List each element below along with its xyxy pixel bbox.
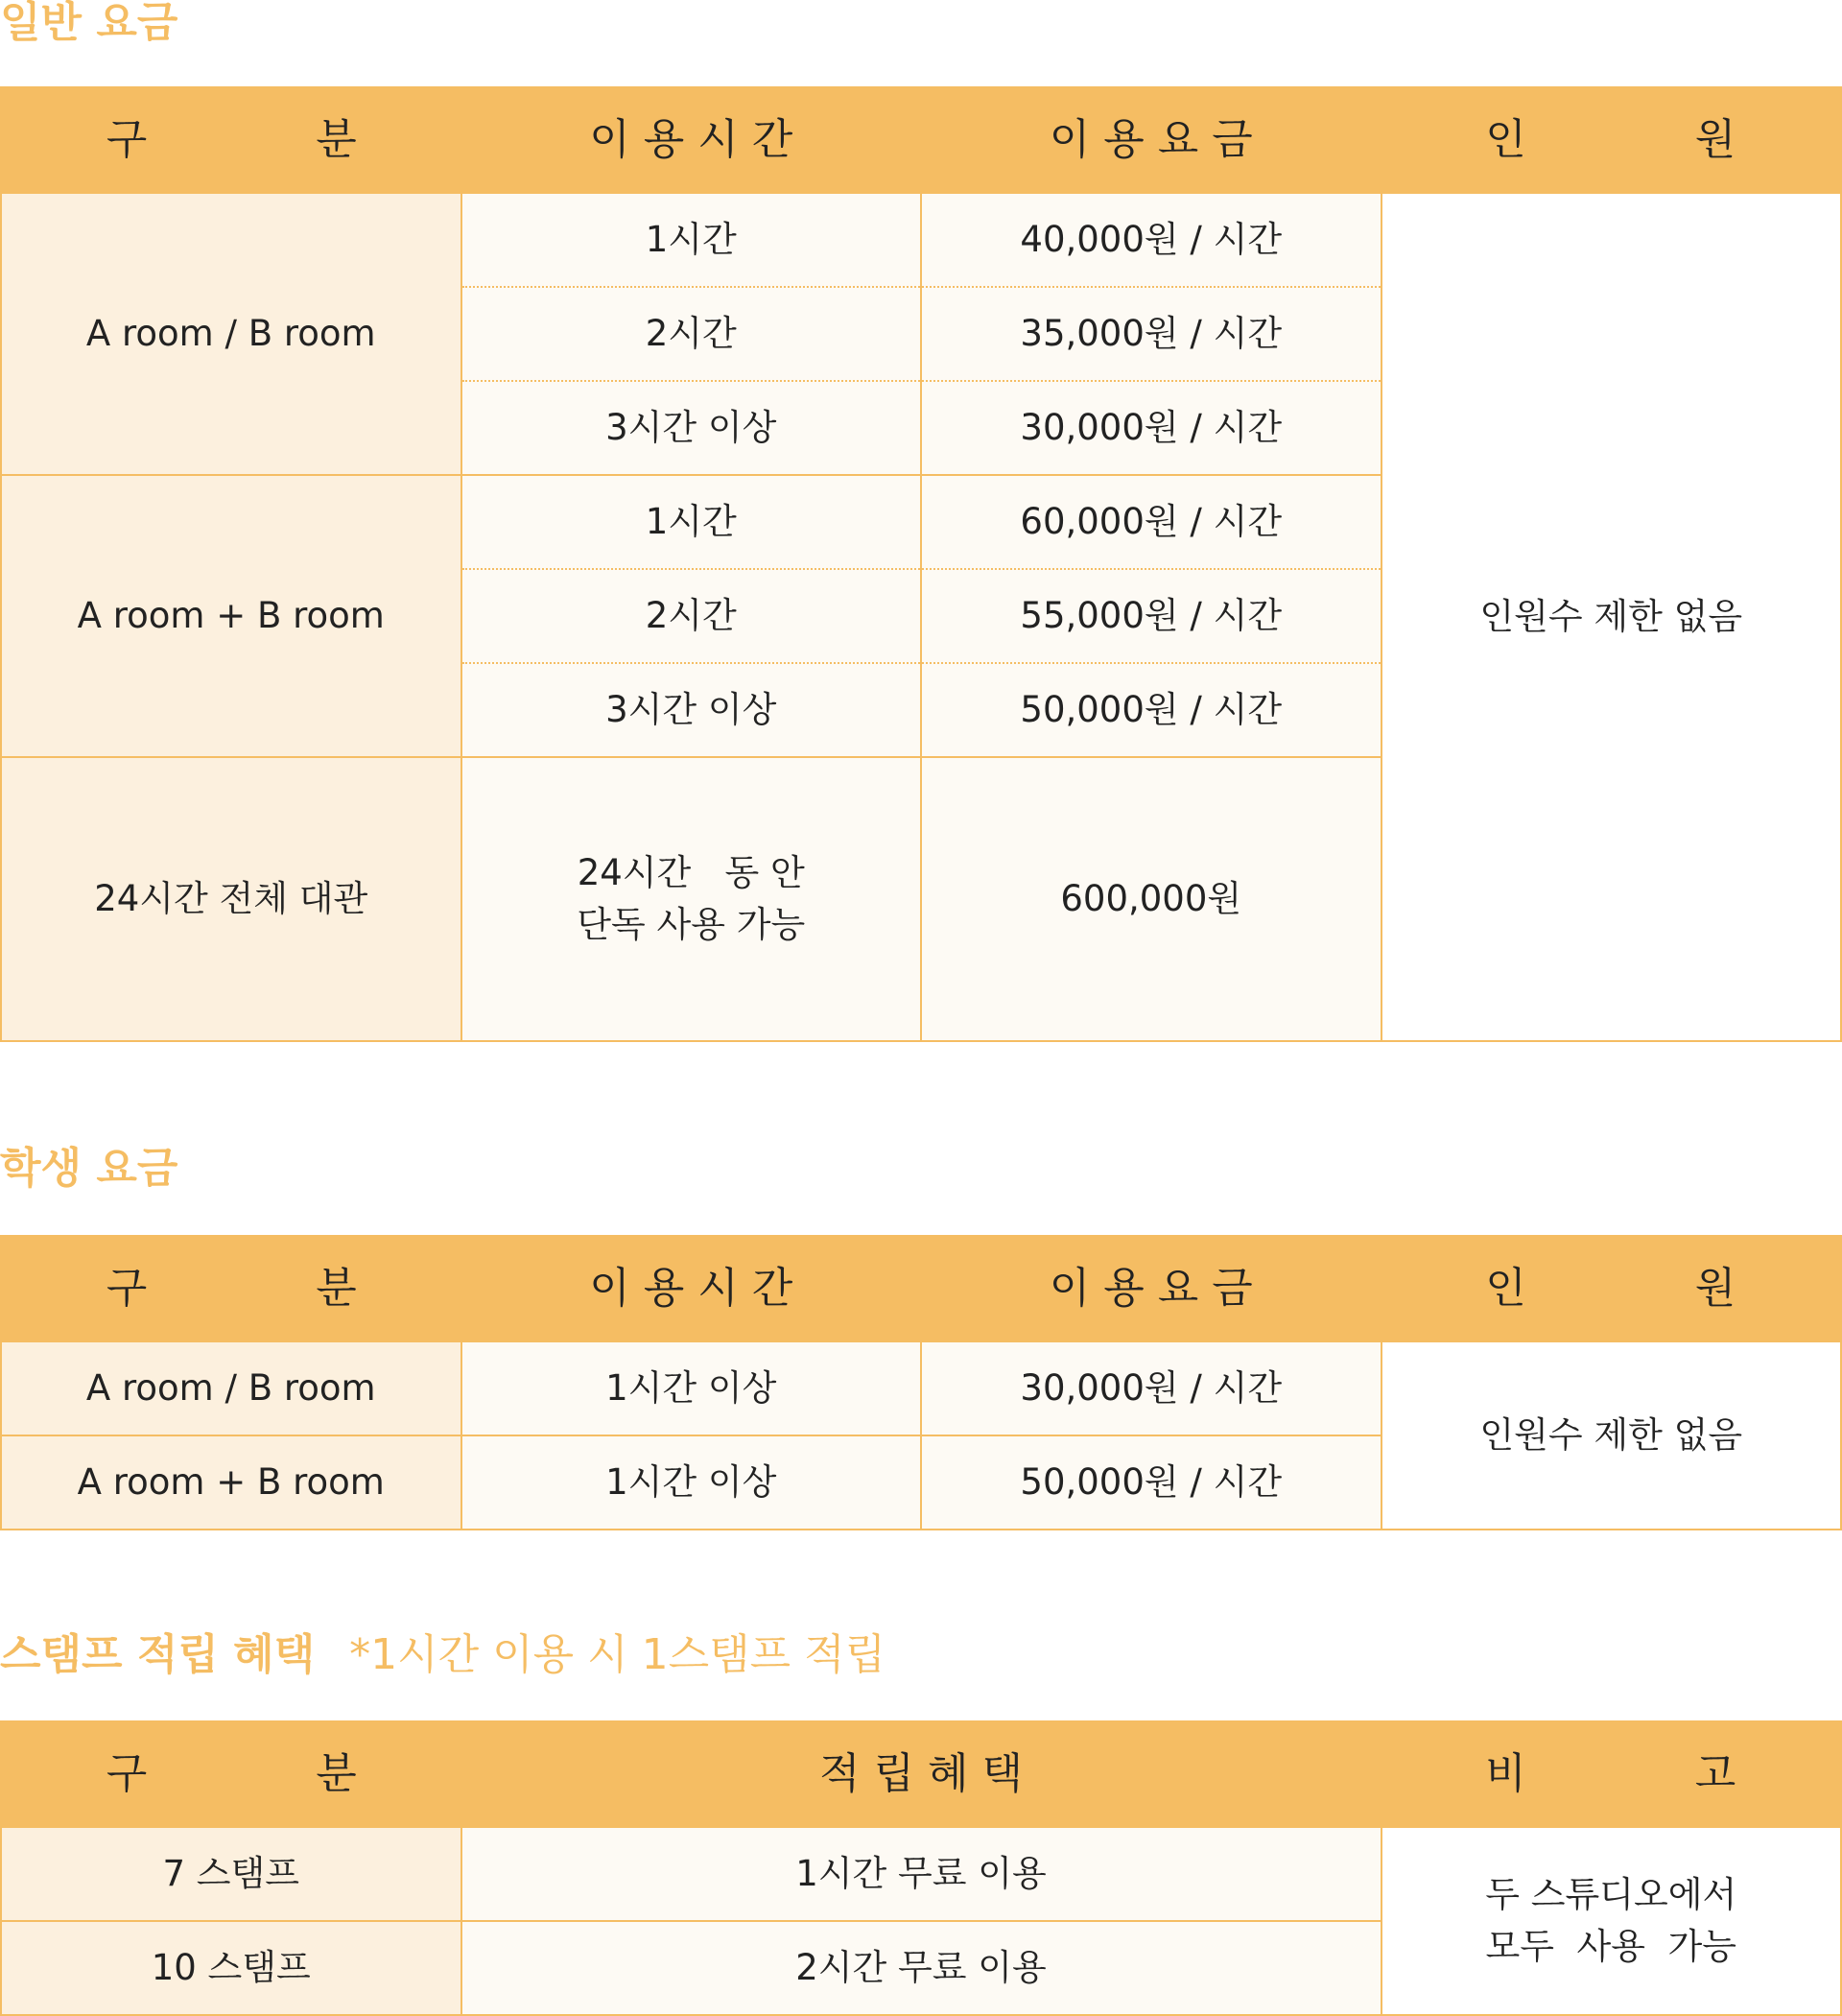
- student-rates-table: [0, 1235, 1842, 1530]
- usage-time: 2시간: [461, 569, 922, 663]
- usage-time: 1시간: [461, 193, 922, 287]
- stamp-remark-line1: 두 스튜디오에서: [1485, 1874, 1737, 1916]
- header-benefit: 적 립 혜 택: [461, 1721, 1382, 1827]
- usage-time-line2: 단독 사용 가능: [577, 904, 806, 945]
- usage-fee: 50,000원 / 시간: [921, 663, 1382, 757]
- usage-fee: 30,000원 / 시간: [921, 1341, 1382, 1435]
- usage-fee: 40,000원 / 시간: [921, 193, 1382, 287]
- header-usage-fee: 이 용 요 금: [921, 1236, 1382, 1341]
- room-category: A room / B room: [1, 1341, 461, 1435]
- student-rates-title: 학생 요금: [0, 1144, 178, 1193]
- usage-time: 2시간: [461, 287, 922, 381]
- stamp-remark-line2: 모두 사용 가능: [1485, 1926, 1736, 1967]
- stamp-table: [0, 1720, 1842, 2016]
- usage-fee: 60,000원 / 시간: [921, 475, 1382, 569]
- header-people: 인 원: [1382, 1236, 1842, 1341]
- header-category: 구 분: [1, 87, 461, 193]
- stamp-remark: [1382, 1827, 1842, 2015]
- table-header-row: [1, 1721, 1841, 1827]
- room-category: 24시간 전체 대관: [1, 757, 461, 1041]
- general-rates-title: 일반 요금: [0, 0, 178, 47]
- usage-fee: 30,000원 / 시간: [921, 381, 1382, 475]
- table-row: [1, 1827, 1841, 1921]
- usage-fee: 55,000원 / 시간: [921, 569, 1382, 663]
- usage-time: 1시간: [461, 475, 922, 569]
- usage-time-line1: 24시간 동 안: [577, 852, 805, 894]
- usage-time: 1시간 이상: [461, 1435, 922, 1530]
- header-people: 인 원: [1382, 87, 1842, 193]
- header-category: 구 분: [1, 1721, 461, 1827]
- stamp-category: 10 스탬프: [1, 1921, 461, 2015]
- usage-fee: 50,000원 / 시간: [921, 1435, 1382, 1530]
- people-note: 인원수 제한 없음: [1382, 1341, 1842, 1530]
- header-usage-fee: 이 용 요 금: [921, 87, 1382, 193]
- table-row: [1, 1341, 1841, 1435]
- people-note: 인원수 제한 없음: [1382, 193, 1842, 1041]
- table-header-row: [1, 1236, 1841, 1341]
- usage-time: 3시간 이상: [461, 663, 922, 757]
- stamp-benefit: 1시간 무료 이용: [461, 1827, 1382, 1921]
- stamp-title-text: 스탬프 적립 혜택: [0, 1630, 316, 1679]
- header-category: 구 분: [1, 1236, 461, 1341]
- room-category: A room + B room: [1, 475, 461, 757]
- stamp-title: [0, 1630, 886, 1679]
- usage-time: 1시간 이상: [461, 1341, 922, 1435]
- room-category: A room / B room: [1, 193, 461, 475]
- table-header-row: [1, 87, 1841, 193]
- usage-time: 3시간 이상: [461, 381, 922, 475]
- general-rates-table: [0, 86, 1842, 1042]
- table-row: [1, 193, 1841, 287]
- stamp-category: 7 스탬프: [1, 1827, 461, 1921]
- room-category: A room + B room: [1, 1435, 461, 1530]
- stamp-note: *1시간 이용 시 1스탬프 적립: [349, 1630, 886, 1679]
- usage-fee: 35,000원 / 시간: [921, 287, 1382, 381]
- header-usage-time: 이 용 시 간: [461, 87, 922, 193]
- stamp-benefit: 2시간 무료 이용: [461, 1921, 1382, 2015]
- header-remark: 비 고: [1382, 1721, 1842, 1827]
- usage-time: [461, 757, 922, 1041]
- usage-fee: 600,000원: [921, 757, 1382, 1041]
- header-usage-time: 이 용 시 간: [461, 1236, 922, 1341]
